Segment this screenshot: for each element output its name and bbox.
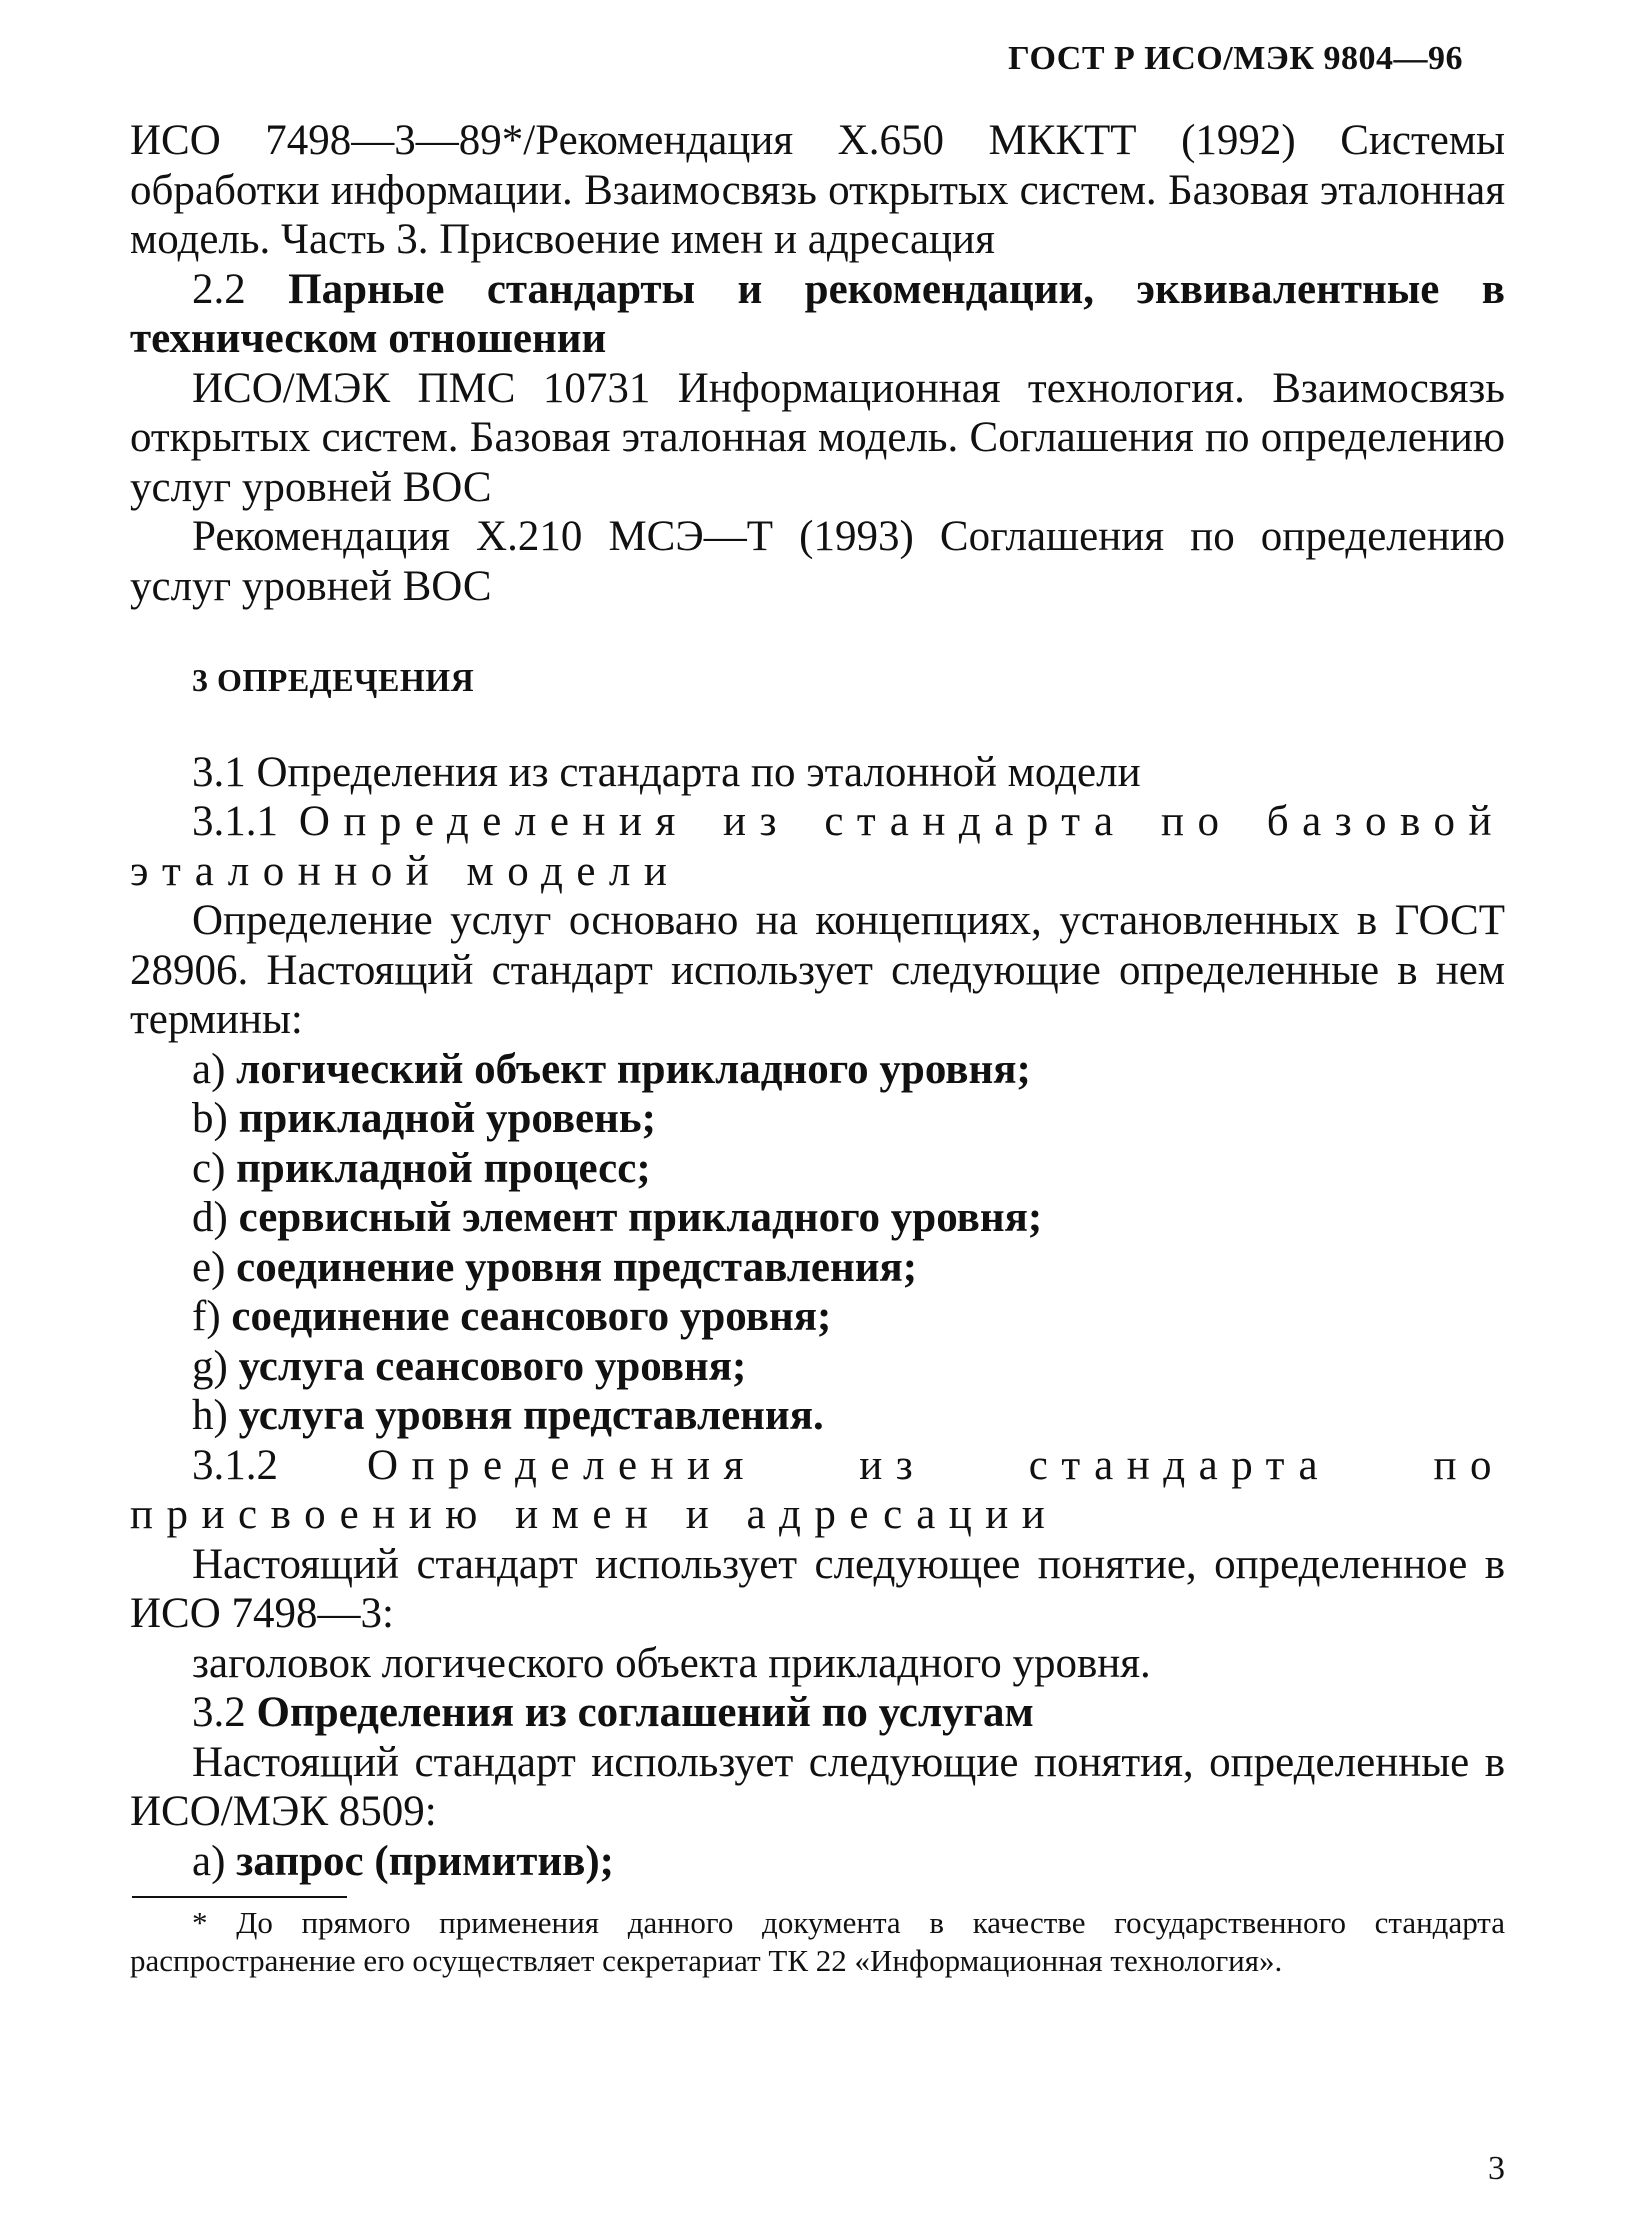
footnote-text: * До прямого применения данного документа в качестве государственного стандарта распространение его осуществляет секретариат ТК 22 «Информационная технология». — [130, 1905, 1505, 1978]
running-header: ГОСТ Р ИСО/МЭК 9804—96 — [1008, 40, 1463, 77]
list-item — [130, 1292, 1505, 1342]
term: прикладной процесс; — [236, 1144, 651, 1192]
footnote-divider — [132, 1896, 347, 1898]
list-marker: f) — [192, 1293, 221, 1340]
paragraph-naming-intro: Настоящий стандарт использует следующее понятие, определенное в ИСО 7498—3: — [130, 1540, 1505, 1637]
list-item — [130, 1391, 1505, 1441]
list-marker: c) — [192, 1144, 226, 1192]
term: услуга сеансового уровня; — [238, 1342, 747, 1390]
term: прикладной уровень; — [238, 1095, 656, 1142]
term: соединение сеансового уровня; — [231, 1293, 832, 1340]
term: логический объект прикладного уровня; — [236, 1045, 1031, 1093]
paragraph-definitions-intro: Определение услуг основано на концепциях, установленных в ГОСТ 28906. Настоящий стандарт использует следующие определенные в нем термины: — [130, 897, 1505, 1043]
list-item — [130, 1144, 1505, 1194]
subsection-number: 3.1.1 — [192, 798, 278, 845]
paragraph-iso-10731: ИСО/МЭК ПМС 10731 Информационная технология. Взаимосвязь открытых систем. Базовая эталонная модель. Соглашения по определению услуг уровней ВОС — [130, 364, 1505, 511]
list-marker: e) — [192, 1243, 226, 1291]
term-list-2 — [130, 1837, 1505, 1887]
subsection-3-1-2-heading — [130, 1441, 1505, 1540]
paragraph-service-conventions-intro: Настоящий стандарт использует следующие понятия, определенные в ИСО/МЭК 8509: — [130, 1738, 1505, 1835]
list-item — [130, 1094, 1505, 1144]
term: услуга уровня представления. — [238, 1392, 824, 1439]
subsection-title: Определения из соглашений по услугам — [256, 1689, 1034, 1736]
list-marker: a) — [192, 1045, 226, 1093]
term: запрос (примитив); — [236, 1837, 615, 1885]
subsection-3-1-heading: 3.1 Определения из стандарта по эталонной модели — [192, 748, 1141, 796]
list-marker: g) — [192, 1342, 228, 1390]
list-item — [130, 1837, 1505, 1887]
list-item — [130, 1342, 1505, 1392]
subsection-title: Парные стандарты и рекомендации, эквивалентные в техническом отношении — [130, 265, 1505, 362]
page-number: 3 — [1488, 2150, 1505, 2187]
subsection-2-2-heading — [130, 265, 1505, 364]
list-marker: d) — [192, 1194, 228, 1241]
section-3-heading: 3 ОПРЕДЕҶЕНИЯ — [192, 662, 475, 698]
subsection-title: Определения из стандарта по базовой эталонной модели — [130, 798, 1506, 895]
paragraph-ae-title: заголовок логического объекта прикладного уровня. — [192, 1639, 1151, 1687]
term: сервисный элемент прикладного уровня; — [238, 1194, 1043, 1241]
subsection-number: 2.2 — [192, 265, 246, 313]
paragraph-iso-7498-3: ИСО 7498—3—89*/Рекомендация Х.650 МККТТ (1992) Системы обработки информации. Взаимосвязь открытых систем. Базовая эталонная модель. Часть 3. Присвоение имен и адресация — [130, 117, 1505, 263]
footnote — [130, 1904, 1505, 1980]
main-text — [130, 116, 1505, 1886]
subsection-3-1-1-heading — [130, 797, 1505, 896]
term: соединение уровня представления; — [236, 1243, 918, 1291]
list-item — [130, 1193, 1505, 1243]
list-marker: h) — [192, 1392, 228, 1439]
term-list-1 — [130, 1045, 1505, 1441]
subsection-3-2-heading — [130, 1688, 1505, 1738]
subsection-title: Определения из стандарта по присвоению имен и адресации — [130, 1441, 1505, 1538]
list-marker: b) — [192, 1095, 228, 1142]
subsection-number: 3.2 — [192, 1689, 246, 1736]
list-marker: a) — [192, 1837, 226, 1885]
list-item — [130, 1243, 1505, 1293]
paragraph-x210: Рекомендация Х.210 МСЭ—Т (1993) Соглашения по определению услуг уровней ВОС — [130, 513, 1505, 610]
list-item — [130, 1045, 1505, 1095]
subsection-number: 3.1.2 — [192, 1441, 278, 1489]
